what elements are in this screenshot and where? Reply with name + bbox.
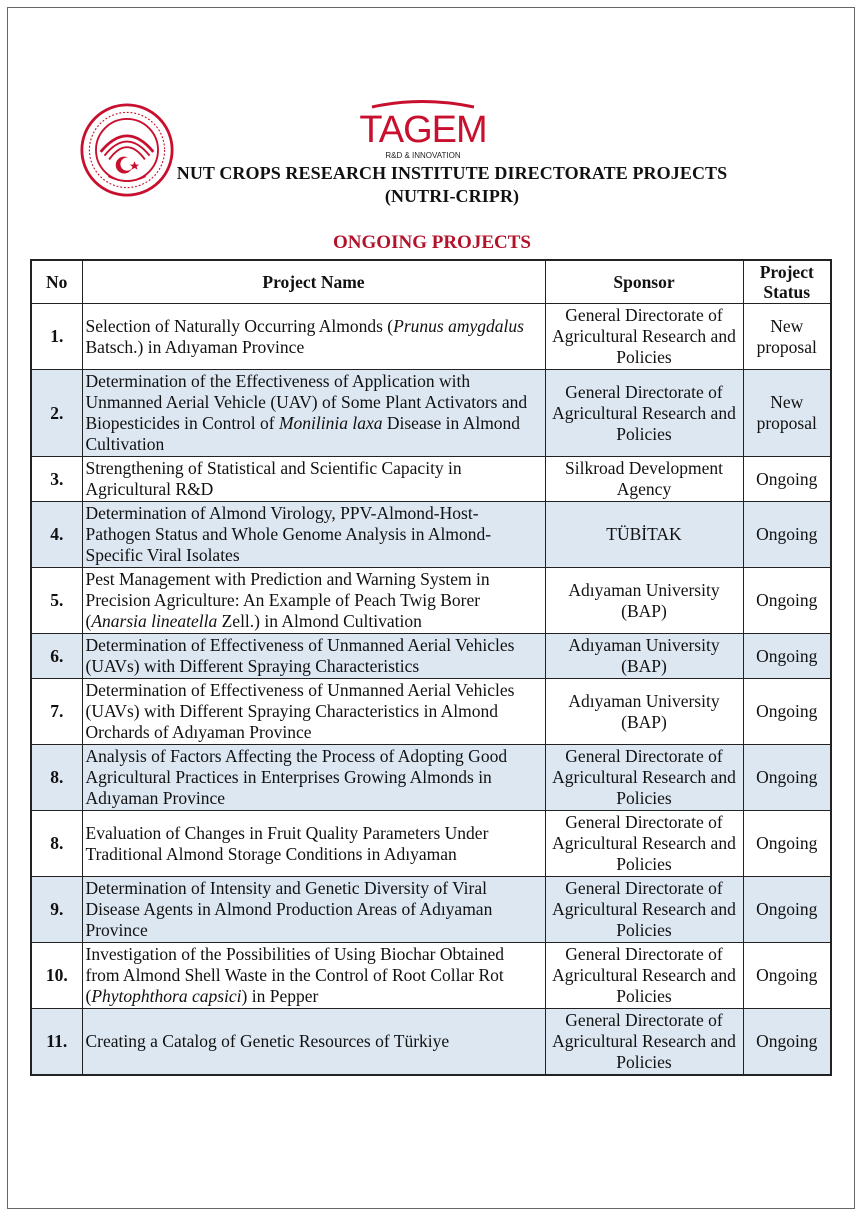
project-status: Ongoing	[743, 457, 831, 502]
table-row	[31, 943, 831, 1009]
row-number: 5.	[31, 568, 82, 634]
table-row	[31, 877, 831, 943]
document-title: NUT CROPS RESEARCH INSTITUTE DIRECTORATE PROJECTS	[176, 163, 728, 183]
status-header-line-2: Status	[763, 282, 811, 302]
table-row	[31, 457, 831, 502]
sponsor: Adıyaman University (BAP)	[545, 568, 743, 634]
table-row	[31, 634, 831, 679]
table-header-row	[31, 260, 831, 304]
project-name: Determination of Effectiveness of Unmanned Aerial Vehicles (UAVs) with Different Spraying Characteristics	[82, 634, 545, 679]
sponsor: General Directorate of Agricultural Research and Policies	[545, 745, 743, 811]
row-number: 2.	[31, 370, 82, 457]
project-status: Ongoing	[743, 943, 831, 1009]
row-number: 4.	[31, 502, 82, 568]
sponsor: Adıyaman University (BAP)	[545, 634, 743, 679]
logo-tagline: R&D & INNOVATION	[385, 151, 461, 160]
sponsor: General Directorate of Agricultural Research and Policies	[545, 877, 743, 943]
row-number: 8.	[31, 811, 82, 877]
sponsor: General Directorate of Agricultural Research and Policies	[545, 370, 743, 457]
project-status: Ongoing	[743, 877, 831, 943]
sponsor: General Directorate of Agricultural Research and Policies	[545, 811, 743, 877]
sponsor: General Directorate of Agricultural Research and Policies	[545, 943, 743, 1009]
status-header-line-1: Project	[759, 262, 814, 282]
project-name: Creating a Catalog of Genetic Resources of Türkiye	[82, 1009, 545, 1076]
column-header-sponsor: Sponsor	[545, 260, 743, 304]
column-header-no: No	[31, 260, 82, 304]
table-row	[31, 304, 831, 370]
project-name: Analysis of Factors Affecting the Process of Adopting Good Agricultural Practices in Enterprises Growing Almonds in Adıyaman Province	[82, 745, 545, 811]
project-name: Investigation of the Possibilities of Using Biochar Obtained from Almond Shell Waste in the Control of Root Collar Rot (Phytophthora capsici) in Pepper	[82, 943, 545, 1009]
column-header-project-name: Project Name	[82, 260, 545, 304]
project-status: New proposal	[743, 304, 831, 370]
row-number: 11.	[31, 1009, 82, 1076]
sponsor: Adıyaman University (BAP)	[545, 679, 743, 745]
project-status: New proposal	[743, 370, 831, 457]
table-row	[31, 370, 831, 457]
project-name: Determination of Intensity and Genetic Diversity of Viral Disease Agents in Almond Production Areas of Adıyaman Province	[82, 877, 545, 943]
project-status: Ongoing	[743, 679, 831, 745]
project-name: Determination of Almond Virology, PPV-Almond-Host-Pathogen Status and Whole Genome Analysis in Almond-Specific Viral Isolates	[82, 502, 545, 568]
row-number: 10.	[31, 943, 82, 1009]
table-row	[31, 811, 831, 877]
project-name: Evaluation of Changes in Fruit Quality Parameters Under Traditional Almond Storage Conditions in Adıyaman	[82, 811, 545, 877]
row-number: 8.	[31, 745, 82, 811]
document-subtitle: (NUTRI-CRIPR)	[384, 186, 520, 206]
project-name: Selection of Naturally Occurring Almonds (Prunus amygdalus Batsch.) in Adıyaman Province	[82, 304, 545, 370]
row-number: 7.	[31, 679, 82, 745]
project-name: Determination of Effectiveness of Unmanned Aerial Vehicles (UAVs) with Different Spraying Characteristics in Almond Orchards of Adıyaman Province	[82, 679, 545, 745]
project-name: Strengthening of Statistical and Scientific Capacity in Agricultural R&D	[82, 457, 545, 502]
section-title: ONGOING PROJECTS	[333, 232, 531, 253]
project-status: Ongoing	[743, 568, 831, 634]
project-name: Pest Management with Prediction and Warning System in Precision Agriculture: An Example of Peach Twig Borer (Anarsia lineatella Zell.) in Almond Cultivation	[82, 568, 545, 634]
sponsor: General Directorate of Agricultural Research and Policies	[545, 1009, 743, 1076]
table-row	[31, 1009, 831, 1076]
project-status: Ongoing	[743, 811, 831, 877]
row-number: 9.	[31, 877, 82, 943]
row-number: 1.	[31, 304, 82, 370]
sponsor: Silkroad Development Agency	[545, 457, 743, 502]
project-status: Ongoing	[743, 502, 831, 568]
logo-text: TAGEM	[359, 109, 487, 151]
table-row	[31, 745, 831, 811]
tagem-logo	[352, 98, 494, 162]
projects-table	[30, 259, 832, 1076]
sponsor: General Directorate of Agricultural Research and Policies	[545, 304, 743, 370]
project-status: Ongoing	[743, 634, 831, 679]
row-number: 6.	[31, 634, 82, 679]
column-header-project-status	[743, 260, 831, 304]
table-row	[31, 568, 831, 634]
table-row	[31, 679, 831, 745]
project-name: Determination of the Effectiveness of Application with Unmanned Aerial Vehicle (UAV) of Some Plant Activators and Biopesticides in Control of Monilinia laxa Disease in Almond Cultivation	[82, 370, 545, 457]
table-row	[31, 502, 831, 568]
project-status: Ongoing	[743, 745, 831, 811]
row-number: 3.	[31, 457, 82, 502]
project-status: Ongoing	[743, 1009, 831, 1076]
sponsor: TÜBİTAK	[545, 502, 743, 568]
